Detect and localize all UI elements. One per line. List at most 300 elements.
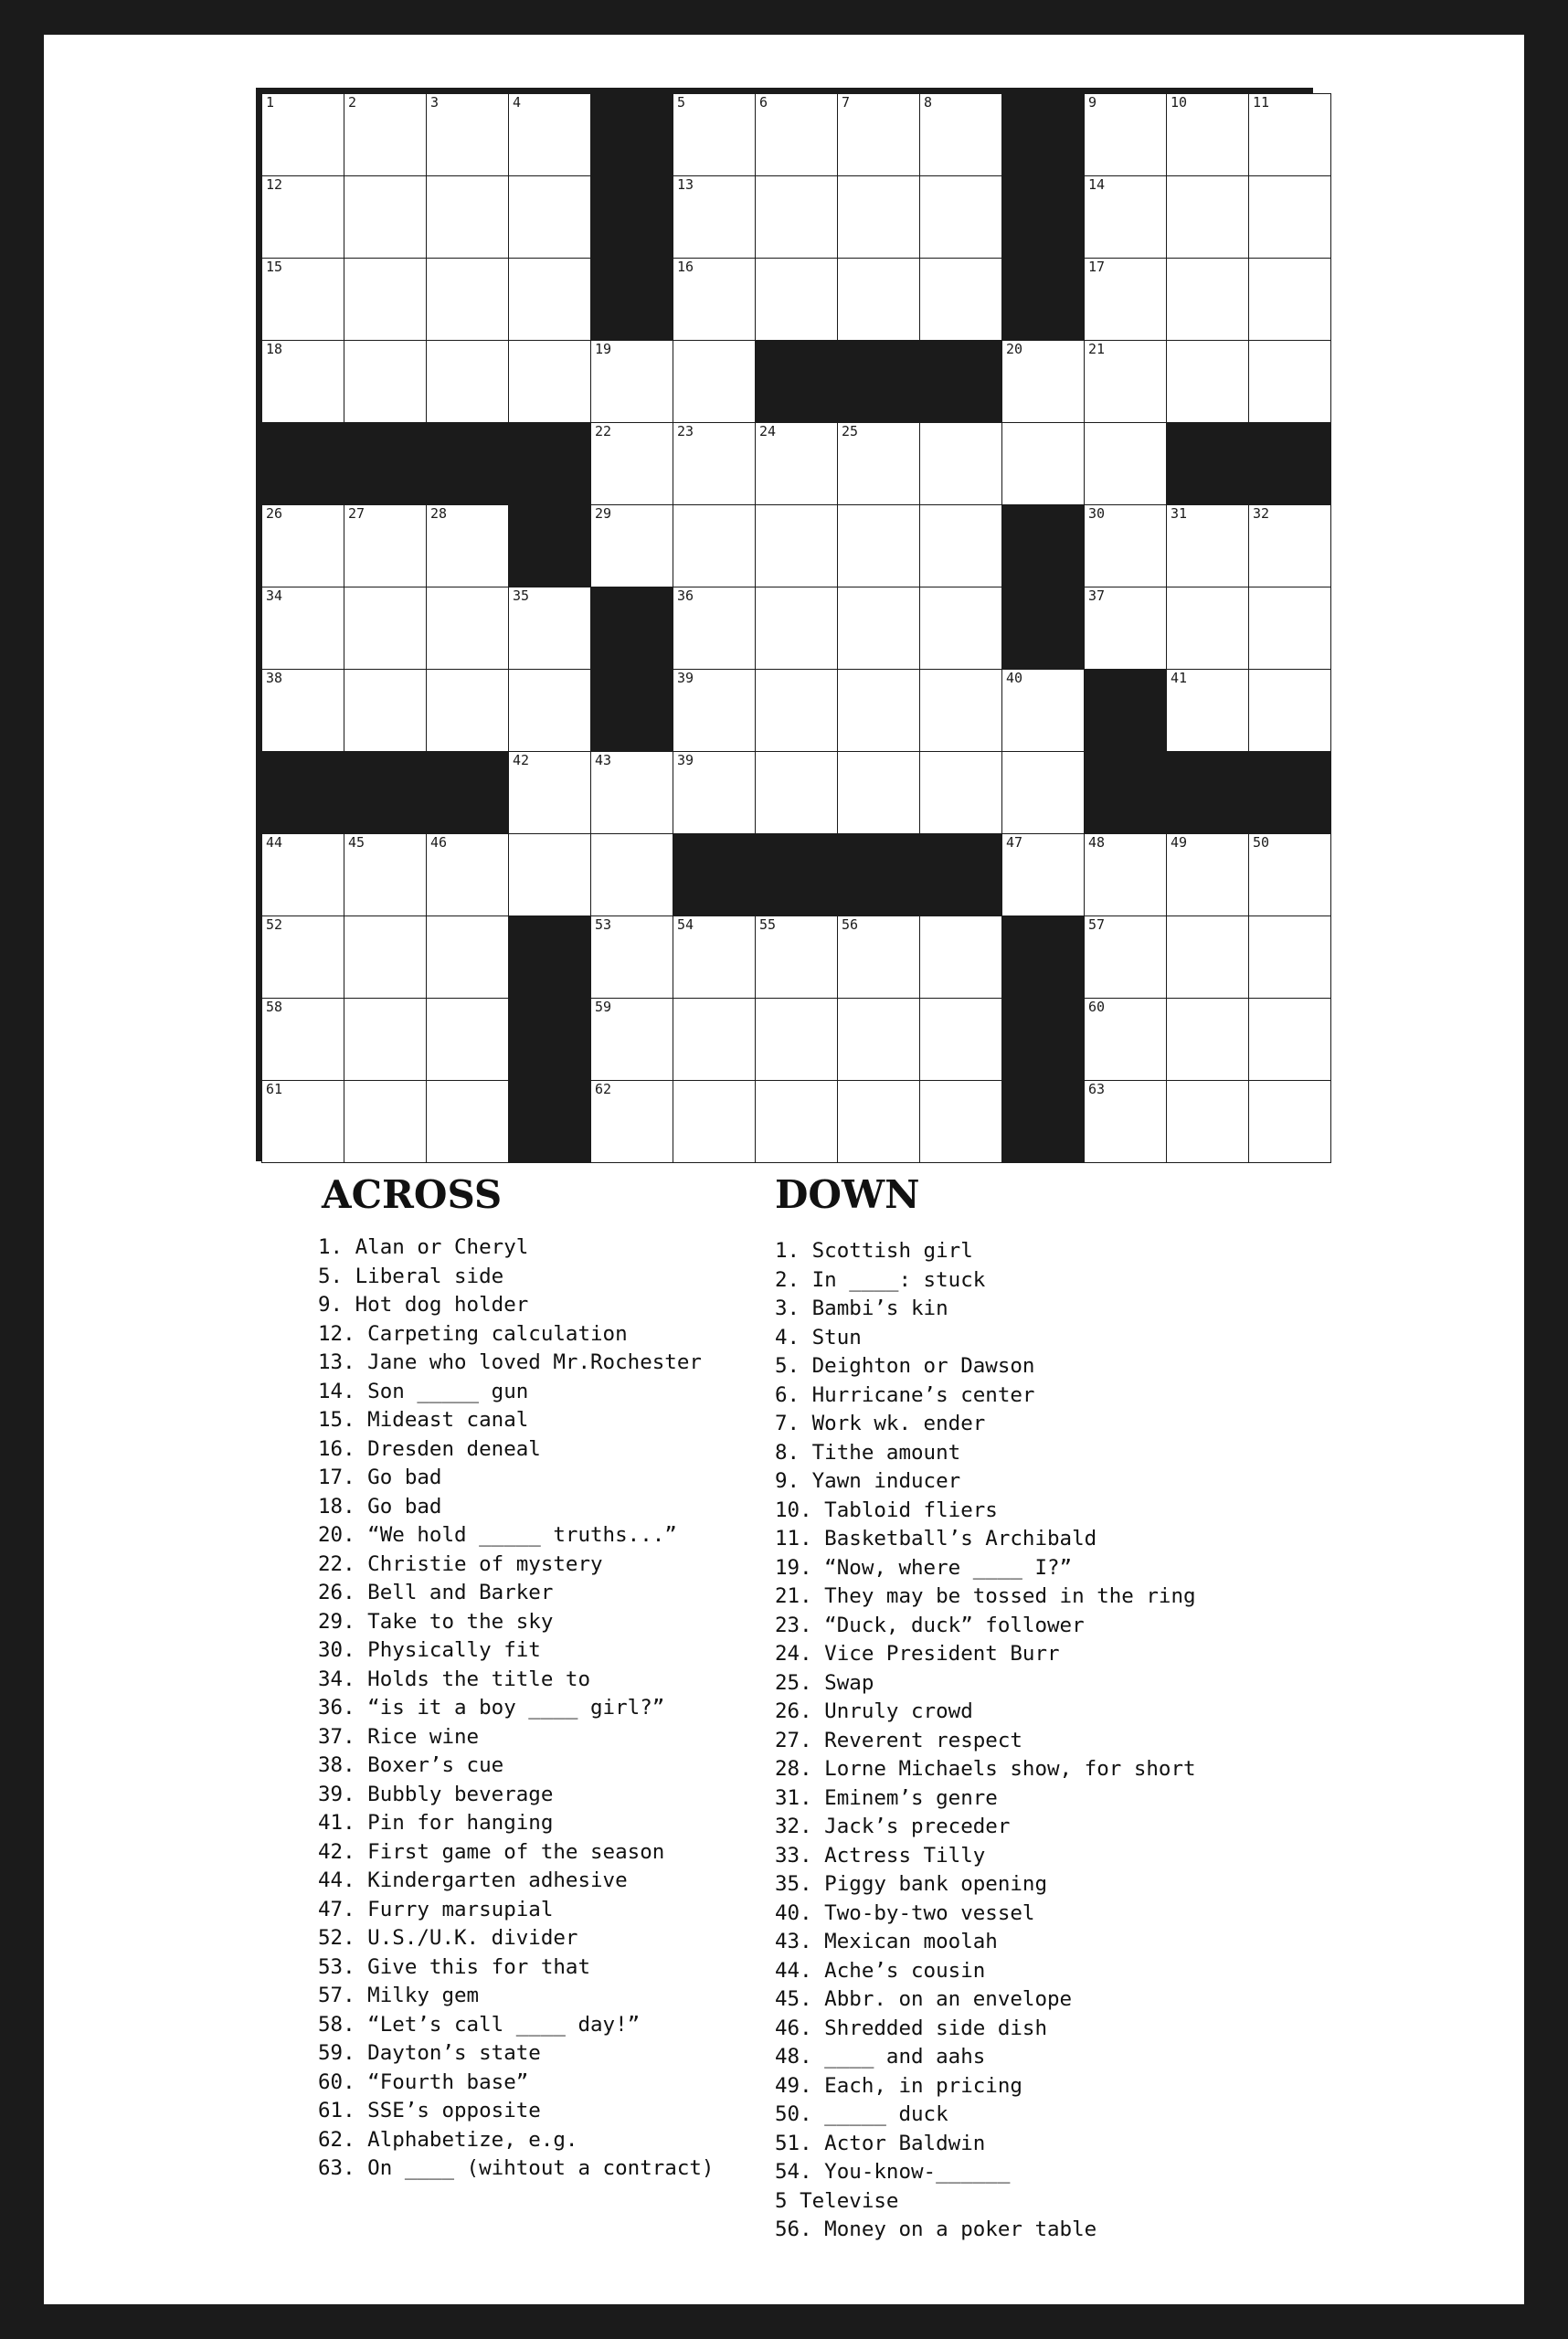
clue-item: 50. _____ duck [775,2102,948,2126]
grid-cell[interactable] [1249,587,1331,670]
grid-cell-number: 40 [1006,670,1023,686]
grid-cell[interactable] [1167,176,1249,259]
grid-cell-block [1167,752,1249,834]
grid-row [262,999,1331,1081]
grid-cell-block [262,423,344,505]
grid-cell[interactable] [838,94,920,176]
grid-row [262,423,1331,505]
grid-cell-number: 14 [1088,176,1106,193]
clue-item: 63. On ____ (wihtout a contract) [318,2156,715,2180]
clue-item: 35. Piggy bank opening [775,1872,1048,1896]
grid-cell-number: 27 [348,505,366,522]
grid-cell[interactable] [838,259,920,341]
grid-cell[interactable] [838,176,920,259]
grid-cell-number: 12 [266,176,283,193]
grid-cell-block [756,834,838,916]
clue-item: 5. Liberal side [318,1264,504,1288]
grid-cell[interactable] [427,999,509,1081]
clue-item: 48. ____ and aahs [775,2045,986,2069]
grid-cell-block [1002,587,1085,670]
clue-item: 24. Vice President Burr [775,1642,1060,1666]
grid-cell[interactable] [920,916,1002,999]
clue-item: 39. Bubbly beverage [318,1782,554,1806]
grid-cell-number: 2 [348,94,357,111]
grid-cell-number: 16 [677,259,694,275]
grid-cell-number: 13 [677,176,694,193]
grid-cell[interactable] [262,670,344,752]
grid-cell[interactable] [838,423,920,505]
grid-cell[interactable] [427,670,509,752]
clue-item: 58. “Let’s call ____ day!” [318,2012,641,2037]
grid-cell-number: 52 [266,916,283,933]
grid-cell[interactable] [756,670,838,752]
clue-item: 8. Tithe amount [775,1440,961,1465]
grid-cell[interactable] [1167,834,1249,916]
grid-cell[interactable] [1085,1081,1167,1163]
grid-cell[interactable] [344,505,427,587]
grid-cell-number: 9 [1088,94,1097,111]
grid-cell-number: 28 [430,505,448,522]
grid-cell[interactable] [262,176,344,259]
grid-cell[interactable] [1167,259,1249,341]
grid-cell[interactable] [344,341,427,423]
grid-cell[interactable] [591,341,673,423]
grid-cell[interactable] [344,587,427,670]
clue-item: 62. Alphabetize, e.g. [318,2127,578,2152]
grid-cell-number: 25 [842,423,859,439]
grid-cell-block [1002,999,1085,1081]
grid-cell-number: 47 [1006,834,1023,851]
clue-item: 46. Shredded side dish [775,2016,1048,2040]
grid-cell[interactable] [756,94,838,176]
grid-cell[interactable] [673,752,756,834]
grid-cell[interactable] [673,999,756,1081]
grid-cell[interactable] [1249,999,1331,1081]
grid-cell-number: 35 [513,587,530,604]
grid-row [262,834,1331,916]
grid-cell-block [838,834,920,916]
grid-cell-block [591,94,673,176]
crossword-grid[interactable] [261,93,1331,1163]
grid-cell-number: 4 [513,94,522,111]
clue-item: 61. SSE’s opposite [318,2099,541,2122]
grid-cell-block [591,670,673,752]
grid-cell[interactable] [920,1081,1002,1163]
clue-item: 54. You-know-______ [775,2160,1011,2184]
grid-cell[interactable] [262,94,344,176]
grid-cell[interactable] [1002,752,1085,834]
grid-cell-block [920,834,1002,916]
grid-cell[interactable] [427,916,509,999]
grid-cell-number: 60 [1088,999,1106,1015]
grid-cell-number: 50 [1253,834,1270,851]
page-sheet [44,35,1524,2304]
clue-item: 2. In ____: stuck [775,1267,986,1292]
grid-cell[interactable] [1002,834,1085,916]
grid-cell[interactable] [262,834,344,916]
grid-cell[interactable] [756,259,838,341]
grid-cell[interactable] [1249,505,1331,587]
grid-cell-number: 62 [595,1081,612,1097]
grid-cell[interactable] [427,834,509,916]
clue-item: 34. Holds the title to [318,1667,591,1691]
grid-cell[interactable] [262,587,344,670]
grid-cell[interactable] [262,341,344,423]
clue-item: 15. Mideast canal [318,1408,529,1432]
grid-cell-number: 48 [1088,834,1106,851]
grid-cell[interactable] [1249,670,1331,752]
grid-row [262,176,1331,259]
across-clue-list [318,1233,793,2184]
grid-cell[interactable] [1167,1081,1249,1163]
grid-cell-block [920,341,1002,423]
grid-cell-block [1002,259,1085,341]
grid-cell[interactable] [838,999,920,1081]
grid-cell[interactable] [591,505,673,587]
clue-item: 25. Swap [775,1670,874,1695]
grid-cell[interactable] [509,94,591,176]
grid-row [262,916,1331,999]
grid-cell-block [509,916,591,999]
grid-cell[interactable] [673,341,756,423]
grid-cell[interactable] [920,999,1002,1081]
clue-item: 36. “is it a boy ____ girl?” [318,1696,665,1720]
grid-cell[interactable] [673,423,756,505]
grid-cell[interactable] [756,999,838,1081]
grid-cell-number: 49 [1171,834,1188,851]
clue-item: 21. They may be tossed in the ring [775,1584,1196,1608]
clue-item: 4. Stun [775,1325,862,1349]
clue-item: 45. Abbr. on an envelope [775,1987,1073,2011]
grid-cell[interactable] [1249,259,1331,341]
grid-cell[interactable] [1167,916,1249,999]
grid-cell-block [509,505,591,587]
grid-cell[interactable] [920,505,1002,587]
across-heading: ACROSS [322,1172,503,1217]
grid-cell[interactable] [427,259,509,341]
clue-item: 51. Actor Baldwin [775,2131,986,2155]
grid-cell[interactable] [427,505,509,587]
across-column [318,1172,793,2184]
clue-item: 1. Alan or Cheryl [318,1235,529,1259]
grid-cell-number: 5 [677,94,686,111]
grid-cell-number: 55 [759,916,777,933]
grid-row [262,505,1331,587]
grid-row [262,1081,1331,1163]
clue-item: 44. Ache’s cousin [775,1958,986,1983]
clue-item: 12. Carpeting calculation [318,1321,628,1346]
grid-cell-block [1002,916,1085,999]
clue-item: 9. Hot dog holder [318,1293,529,1317]
grid-cell-number: 41 [1171,670,1188,686]
grid-cell[interactable] [756,916,838,999]
grid-cell[interactable] [673,94,756,176]
grid-cell-number: 54 [677,916,694,933]
grid-cell[interactable] [838,916,920,999]
grid-cell-block [591,259,673,341]
clue-item: 1. Scottish girl [775,1239,973,1263]
grid-cell[interactable] [1002,670,1085,752]
grid-cell-number: 7 [842,94,851,111]
grid-cell[interactable] [673,1081,756,1163]
grid-cell-block [262,752,344,834]
grid-cell[interactable] [344,259,427,341]
clue-item: 5 Televise [775,2188,899,2213]
grid-cell[interactable] [920,423,1002,505]
grid-cell-block [427,752,509,834]
grid-cell-number: 42 [513,752,530,768]
clue-item: 32. Jack’s preceder [775,1815,1011,1838]
grid-cell[interactable] [673,259,756,341]
grid-row [262,752,1331,834]
down-clue-list [775,1237,1287,2245]
grid-cell[interactable] [673,587,756,670]
grid-cell[interactable] [1085,587,1167,670]
grid-cell[interactable] [427,1081,509,1163]
grid-cell[interactable] [920,670,1002,752]
grid-cell[interactable] [427,341,509,423]
grid-cell-number: 21 [1088,341,1106,357]
grid-row [262,94,1331,176]
grid-cell-block [591,587,673,670]
grid-cell-number: 37 [1088,587,1106,604]
grid-cell[interactable] [509,752,591,834]
grid-cell-block [509,999,591,1081]
grid-cell-number: 36 [677,587,694,604]
grid-cell[interactable] [673,176,756,259]
grid-cell-number: 31 [1171,505,1188,522]
grid-cell[interactable] [591,834,673,916]
grid-cell[interactable] [756,752,838,834]
grid-cell[interactable] [1249,1081,1331,1163]
grid-cell-number: 19 [595,341,612,357]
grid-row [262,259,1331,341]
grid-cell[interactable] [1002,423,1085,505]
grid-cell[interactable] [1085,259,1167,341]
grid-cell[interactable] [756,1081,838,1163]
clue-item: 18. Go bad [318,1494,442,1519]
grid-cell-block [1002,1081,1085,1163]
grid-cell[interactable] [262,259,344,341]
grid-cell[interactable] [920,94,1002,176]
grid-cell[interactable] [673,505,756,587]
grid-cell[interactable] [1167,587,1249,670]
grid-cell[interactable] [1167,505,1249,587]
clue-item: 23. “Duck, duck” follower [775,1613,1085,1637]
grid-cell[interactable] [838,752,920,834]
clue-item: 42. First game of the season [318,1839,665,1864]
grid-cell-number: 39 [677,670,694,686]
grid-cell-block [1167,423,1249,505]
grid-cell[interactable] [509,341,591,423]
grid-cell-number: 29 [595,505,612,522]
grid-cell-block [1085,752,1167,834]
grid-cell-block [756,341,838,423]
grid-cell[interactable] [427,176,509,259]
clue-item: 9. Yawn inducer [775,1469,961,1493]
grid-cell[interactable] [920,176,1002,259]
down-heading: DOWN [775,1172,920,1217]
grid-cell[interactable] [1249,341,1331,423]
grid-cell[interactable] [344,916,427,999]
grid-cell[interactable] [1085,341,1167,423]
grid-cell-number: 1 [266,94,275,111]
grid-cell[interactable] [509,587,591,670]
grid-cell[interactable] [920,259,1002,341]
clue-item: 59. Dayton’s state [318,2041,541,2065]
grid-cell[interactable] [838,587,920,670]
grid-cell-block [1002,505,1085,587]
clue-item: 41. Pin for hanging [318,1811,554,1835]
grid-cell[interactable] [756,587,838,670]
grid-cell-number: 43 [595,752,612,768]
grid-cell-block [1249,423,1331,505]
grid-cell-number: 59 [595,999,612,1015]
grid-cell-number: 30 [1088,505,1106,522]
grid-cell[interactable] [591,423,673,505]
clue-item: 14. Son _____ gun [318,1379,529,1403]
grid-cell-number: 58 [266,999,283,1015]
grid-cell[interactable] [344,176,427,259]
grid-cell[interactable] [427,587,509,670]
grid-cell[interactable] [1249,94,1331,176]
grid-cell[interactable] [344,1081,427,1163]
grid-cell-number: 53 [595,916,612,933]
grid-cell[interactable] [1167,999,1249,1081]
grid-cell-number: 22 [595,423,612,439]
clue-item: 43. Mexican moolah [775,1930,998,1953]
clue-item: 49. Each, in pricing [775,2073,1022,2098]
grid-cell[interactable] [344,94,427,176]
clue-item: 11. Basketball’s Archibald [775,1527,1097,1551]
clue-item: 30. Physically fit [318,1638,541,1662]
grid-cell[interactable] [838,505,920,587]
grid-cell-number: 10 [1171,94,1188,111]
grid-cell[interactable] [262,916,344,999]
grid-cell-block [1249,752,1331,834]
clue-item: 60. “Fourth base” [318,2069,529,2094]
clue-item: 37. Rice wine [318,1724,480,1749]
clue-item: 26. Unruly crowd [775,1699,973,1723]
grid-cell[interactable] [591,1081,673,1163]
grid-cell[interactable] [1249,834,1331,916]
grid-cell[interactable] [838,1081,920,1163]
clue-item: 16. Dresden deneal [318,1436,541,1461]
grid-cell-number: 32 [1253,505,1270,522]
clue-item: 38. Boxer’s cue [318,1753,504,1777]
grid-cell-block [344,423,427,505]
grid-cell[interactable] [1085,834,1167,916]
grid-cell-block [673,834,756,916]
grid-cell-number: 26 [266,505,283,522]
grid-cell-number: 57 [1088,916,1106,933]
grid-cell[interactable] [1085,999,1167,1081]
clue-item: 31. Eminem’s genre [775,1785,998,1810]
grid-cell-number: 3 [430,94,440,111]
grid-cell[interactable] [591,999,673,1081]
grid-cell[interactable] [1085,505,1167,587]
grid-cell[interactable] [1085,176,1167,259]
grid-cell[interactable] [262,999,344,1081]
grid-cell[interactable] [1085,916,1167,999]
clue-item: 40. Two-by-two vessel [775,1900,1035,1925]
grid-cell[interactable] [509,834,591,916]
grid-cell-number: 6 [759,94,768,111]
grid-cell[interactable] [1085,423,1167,505]
grid-cell[interactable] [344,999,427,1081]
grid-cell-number: 8 [924,94,933,111]
grid-cell[interactable] [591,752,673,834]
clue-item: 5. Deighton or Dawson [775,1354,1035,1378]
grid-cell[interactable] [427,94,509,176]
grid-cell[interactable] [920,752,1002,834]
grid-cell[interactable] [756,176,838,259]
grid-cell-number: 24 [759,423,777,439]
grid-cell-number: 38 [266,670,283,686]
grid-cell[interactable] [509,259,591,341]
grid-cell-number: 46 [430,834,448,851]
clue-item: 26. Bell and Barker [318,1581,554,1604]
grid-cell[interactable] [673,916,756,999]
grid-cell[interactable] [838,670,920,752]
grid-cell[interactable] [262,1081,344,1163]
grid-cell[interactable] [920,587,1002,670]
grid-cell-number: 18 [266,341,283,357]
clue-item: 3. Bambi’s kin [775,1297,948,1320]
grid-cell[interactable] [1167,670,1249,752]
grid-cell-number: 44 [266,834,283,851]
grid-cell[interactable] [1249,176,1331,259]
grid-cell-number: 45 [348,834,366,851]
grid-cell[interactable] [756,505,838,587]
clue-item: 33. Actress Tilly [775,1843,986,1868]
clue-item: 57. Milky gem [318,1984,480,2007]
grid-cell[interactable] [756,423,838,505]
grid-cell[interactable] [673,670,756,752]
grid-cell-number: 23 [677,423,694,439]
grid-cell-block [344,752,427,834]
clue-item: 29. Take to the sky [318,1609,554,1634]
grid-cell[interactable] [509,670,591,752]
grid-cell-block [509,423,591,505]
clue-item: 27. Reverent respect [775,1728,1022,1752]
grid-cell[interactable] [1085,94,1167,176]
grid-cell[interactable] [344,834,427,916]
grid-row [262,670,1331,752]
grid-cell-block [509,1081,591,1163]
grid-cell[interactable] [509,176,591,259]
grid-cell-block [1002,176,1085,259]
down-column [775,1172,1287,2245]
grid-cell-number: 39 [677,752,694,768]
grid-cell-number: 61 [266,1081,283,1097]
crossword-grid-container [256,88,1313,1161]
grid-cell[interactable] [344,670,427,752]
grid-cell-number: 56 [842,916,859,933]
grid-cell[interactable] [262,505,344,587]
grid-cell[interactable] [1249,916,1331,999]
grid-cell[interactable] [591,916,673,999]
clue-item: 17. Go bad [318,1466,442,1489]
grid-cell[interactable] [1002,341,1085,423]
grid-cell[interactable] [1167,94,1249,176]
grid-cell-block [427,423,509,505]
clue-item: 19. “Now, where ____ I?” [775,1555,1073,1580]
grid-cell-block [1002,94,1085,176]
grid-cell[interactable] [1167,341,1249,423]
clue-item: 10. Tabloid fliers [775,1498,998,1522]
grid-cell-number: 63 [1088,1081,1106,1097]
